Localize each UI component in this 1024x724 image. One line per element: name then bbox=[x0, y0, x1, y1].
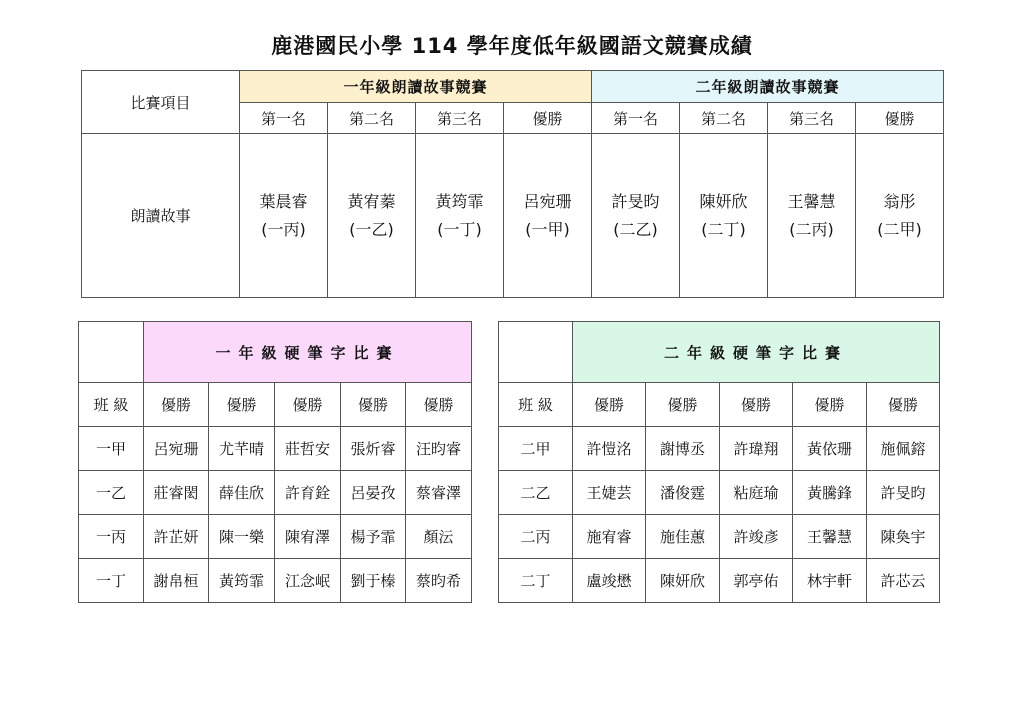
award-header: 優勝 bbox=[646, 383, 720, 427]
student-name: 王婕芸 bbox=[573, 471, 646, 515]
student-name: 謝帛桓 bbox=[144, 559, 209, 603]
student-name: 張炘睿 bbox=[341, 427, 406, 471]
class-label: 二丙 bbox=[499, 515, 573, 559]
class-label: 一丙 bbox=[79, 515, 144, 559]
student-name: 謝博丞 bbox=[646, 427, 720, 471]
student-name: 楊予霏 bbox=[341, 515, 406, 559]
award-header: 優勝 bbox=[275, 383, 341, 427]
award-header: 優勝 bbox=[793, 383, 867, 427]
student-name: 潘俊霆 bbox=[646, 471, 720, 515]
student-name: 許芷妍 bbox=[144, 515, 209, 559]
winner-name: 葉晨睿 bbox=[259, 191, 308, 211]
table-row bbox=[499, 515, 940, 559]
rank-header: 第二名 bbox=[680, 103, 768, 134]
class-label: 一甲 bbox=[79, 427, 144, 471]
student-name: 莊睿閎 bbox=[144, 471, 209, 515]
winner-cell bbox=[504, 134, 592, 298]
winner-name: 許旻昀 bbox=[611, 191, 660, 211]
class-label: 一乙 bbox=[79, 471, 144, 515]
student-name: 許旻昀 bbox=[867, 471, 940, 515]
winner-name: 翁彤 bbox=[883, 191, 916, 211]
class-header: 班 級 bbox=[79, 383, 144, 427]
student-name: 陳奐宇 bbox=[867, 515, 940, 559]
corner-cell bbox=[79, 322, 144, 383]
student-name: 顏沄 bbox=[406, 515, 472, 559]
grade1-handwriting-title: 一年級硬筆字比賽 bbox=[144, 322, 472, 383]
winner-cell bbox=[592, 134, 680, 298]
student-name: 陳宥澤 bbox=[275, 515, 341, 559]
student-name: 呂宛珊 bbox=[144, 427, 209, 471]
student-name: 王馨慧 bbox=[793, 515, 867, 559]
class-header: 班 級 bbox=[499, 383, 573, 427]
winner-cell bbox=[856, 134, 944, 298]
class-label: 二甲 bbox=[499, 427, 573, 471]
student-name: 黃依珊 bbox=[793, 427, 867, 471]
student-name: 許芯云 bbox=[867, 559, 940, 603]
table-row bbox=[79, 471, 472, 515]
winner-class: (二甲) bbox=[877, 219, 922, 239]
class-label: 二丁 bbox=[499, 559, 573, 603]
winner-class: (一丁) bbox=[437, 219, 482, 239]
group-grade2-header: 二年級朗讀故事競賽 bbox=[592, 71, 944, 103]
rank-header: 第一名 bbox=[592, 103, 680, 134]
winner-cell bbox=[328, 134, 416, 298]
award-header: 優勝 bbox=[720, 383, 793, 427]
winner-cell bbox=[416, 134, 504, 298]
student-name: 蔡昀希 bbox=[406, 559, 472, 603]
winner-name: 呂宛珊 bbox=[523, 191, 572, 211]
student-name: 施佩鎔 bbox=[867, 427, 940, 471]
winner-class: (二乙) bbox=[613, 219, 658, 239]
rank-header: 第二名 bbox=[328, 103, 416, 134]
winner-cell bbox=[768, 134, 856, 298]
table-row bbox=[79, 515, 472, 559]
winner-class: (一丙) bbox=[261, 219, 306, 239]
student-name: 陳妍欣 bbox=[646, 559, 720, 603]
student-name: 許瑋翔 bbox=[720, 427, 793, 471]
row-label: 朗讀故事 bbox=[82, 134, 240, 298]
winner-class: (一乙) bbox=[349, 219, 394, 239]
award-header: 優勝 bbox=[209, 383, 275, 427]
reading-competition-table bbox=[81, 70, 944, 298]
grade2-handwriting-table bbox=[498, 321, 940, 603]
winner-class: (一甲) bbox=[525, 219, 570, 239]
winner-name: 陳妍欣 bbox=[699, 191, 748, 211]
corner-cell bbox=[499, 322, 573, 383]
table-row bbox=[499, 427, 940, 471]
winner-cell bbox=[680, 134, 768, 298]
rank-header: 第一名 bbox=[240, 103, 328, 134]
winner-name: 黃筠霏 bbox=[435, 191, 484, 211]
grade1-handwriting-table bbox=[78, 321, 472, 603]
student-name: 薛佳欣 bbox=[209, 471, 275, 515]
award-header: 優勝 bbox=[144, 383, 209, 427]
rank-header: 第三名 bbox=[768, 103, 856, 134]
class-label: 二乙 bbox=[499, 471, 573, 515]
student-name: 許愷洺 bbox=[573, 427, 646, 471]
table-row bbox=[79, 559, 472, 603]
student-name: 尤芊晴 bbox=[209, 427, 275, 471]
award-header: 優勝 bbox=[341, 383, 406, 427]
award-header: 優勝 bbox=[406, 383, 472, 427]
rank-header: 第三名 bbox=[416, 103, 504, 134]
student-name: 許育銓 bbox=[275, 471, 341, 515]
student-name: 陳一樂 bbox=[209, 515, 275, 559]
student-name: 許竣彥 bbox=[720, 515, 793, 559]
class-label: 一丁 bbox=[79, 559, 144, 603]
group-grade1-header: 一年級朗讀故事競賽 bbox=[240, 71, 592, 103]
award-header: 優勝 bbox=[867, 383, 940, 427]
student-name: 粘庭瑜 bbox=[720, 471, 793, 515]
item-header: 比賽項目 bbox=[82, 71, 240, 134]
student-name: 汪昀睿 bbox=[406, 427, 472, 471]
grade2-handwriting-title: 二年級硬筆字比賽 bbox=[573, 322, 940, 383]
student-name: 蔡睿澤 bbox=[406, 471, 472, 515]
student-name: 施宥睿 bbox=[573, 515, 646, 559]
table-row bbox=[499, 559, 940, 603]
winner-class: (二丙) bbox=[789, 219, 834, 239]
student-name: 劉于榛 bbox=[341, 559, 406, 603]
student-name: 郭亭佑 bbox=[720, 559, 793, 603]
winner-name: 黃宥蓁 bbox=[347, 191, 396, 211]
winner-class: (二丁) bbox=[701, 219, 746, 239]
student-name: 黃騰鋒 bbox=[793, 471, 867, 515]
award-header: 優勝 bbox=[573, 383, 646, 427]
student-name: 呂晏孜 bbox=[341, 471, 406, 515]
winner-name: 王馨慧 bbox=[787, 191, 836, 211]
student-name: 江念岷 bbox=[275, 559, 341, 603]
rank-header: 優勝 bbox=[856, 103, 944, 134]
page-title: 鹿港國民小學 114 學年度低年級國語文競賽成績 bbox=[271, 34, 753, 58]
student-name: 莊哲安 bbox=[275, 427, 341, 471]
student-name: 林宇軒 bbox=[793, 559, 867, 603]
table-row bbox=[79, 427, 472, 471]
table-row bbox=[499, 471, 940, 515]
student-name: 黃筠霏 bbox=[209, 559, 275, 603]
student-name: 盧竣懋 bbox=[573, 559, 646, 603]
student-name: 施佳蕙 bbox=[646, 515, 720, 559]
rank-header: 優勝 bbox=[504, 103, 592, 134]
winner-cell bbox=[240, 134, 328, 298]
